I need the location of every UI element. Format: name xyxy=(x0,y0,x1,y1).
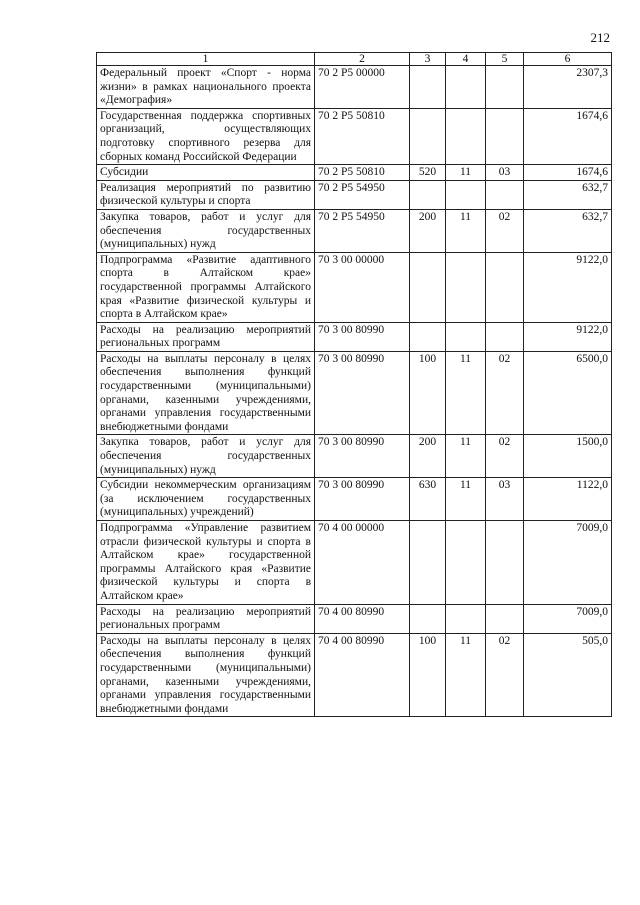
table-row xyxy=(97,633,612,717)
expense-name: Расходы на выплаты персоналу в целях обеспечения выполнения функций государственными (муниципальными) органами, казенными учреждениями, органами управления государственными внебюджетными фондами xyxy=(97,633,315,717)
target-article-code: 70 2 P5 54950 xyxy=(315,209,410,252)
expense-name: Подпрограмма «Развитие адаптивного спорта в Алтайском крае» государственной программы Алтайского края «Развитие физической культуры и спорта в Алтайском крае» xyxy=(97,252,315,322)
amount: 9122,0 xyxy=(524,252,612,322)
expense-type-code xyxy=(410,252,446,322)
table-row xyxy=(97,180,612,209)
expense-type-code: 100 xyxy=(410,633,446,717)
subsection-code: 02 xyxy=(486,209,524,252)
expense-name: Федеральный проект «Спорт - норма жизни» в рамках национального проекта «Демография» xyxy=(97,66,315,109)
column-header-4: 4 xyxy=(446,53,486,66)
amount: 1122,0 xyxy=(524,478,612,521)
target-article-code: 70 2 P5 00000 xyxy=(315,66,410,109)
section-code xyxy=(446,66,486,109)
section-code: 11 xyxy=(446,165,486,181)
target-article-code: 70 2 P5 50810 xyxy=(315,108,410,164)
expense-name: Расходы на реализацию мероприятий региональных программ xyxy=(97,322,315,351)
section-code xyxy=(446,604,486,633)
target-article-code: 70 3 00 80990 xyxy=(315,322,410,351)
target-article-code: 70 4 00 00000 xyxy=(315,521,410,605)
subsection-code xyxy=(486,66,524,109)
expense-name: Расходы на реализацию мероприятий региональных программ xyxy=(97,604,315,633)
budget-table xyxy=(96,52,612,717)
section-code: 11 xyxy=(446,435,486,478)
section-code xyxy=(446,322,486,351)
subsection-code xyxy=(486,108,524,164)
expense-type-code xyxy=(410,108,446,164)
amount: 1674,6 xyxy=(524,165,612,181)
amount: 632,7 xyxy=(524,209,612,252)
section-code: 11 xyxy=(446,633,486,717)
subsection-code xyxy=(486,322,524,351)
expense-type-code xyxy=(410,180,446,209)
expense-type-code: 200 xyxy=(410,435,446,478)
expense-type-code xyxy=(410,322,446,351)
column-header-1: 1 xyxy=(97,53,315,66)
amount: 1500,0 xyxy=(524,435,612,478)
expense-name: Реализация мероприятий по развитию физической культуры и спорта xyxy=(97,180,315,209)
target-article-code: 70 2 P5 54950 xyxy=(315,180,410,209)
amount: 2307,3 xyxy=(524,66,612,109)
subsection-code: 02 xyxy=(486,435,524,478)
expense-type-code: 630 xyxy=(410,478,446,521)
subsection-code xyxy=(486,180,524,209)
subsection-code: 02 xyxy=(486,351,524,435)
section-code: 11 xyxy=(446,351,486,435)
table-row xyxy=(97,165,612,181)
column-header-6: 6 xyxy=(524,53,612,66)
table-row xyxy=(97,351,612,435)
expense-type-code: 520 xyxy=(410,165,446,181)
section-code: 11 xyxy=(446,478,486,521)
amount: 9122,0 xyxy=(524,322,612,351)
table-row xyxy=(97,209,612,252)
target-article-code: 70 4 00 80990 xyxy=(315,633,410,717)
expense-name: Субсидии некоммерческим организациям (за исключением государственных (муниципальных) учреждений) xyxy=(97,478,315,521)
page-number: 212 xyxy=(590,30,610,45)
budget-table-body xyxy=(97,53,612,717)
expense-name: Субсидии xyxy=(97,165,315,181)
expense-name: Закупка товаров, работ и услуг для обеспечения государственных (муниципальных) нужд xyxy=(97,435,315,478)
expense-name: Закупка товаров, работ и услуг для обеспечения государственных (муниципальных) нужд xyxy=(97,209,315,252)
section-code xyxy=(446,252,486,322)
column-header-5: 5 xyxy=(486,53,524,66)
target-article-code: 70 4 00 80990 xyxy=(315,604,410,633)
expense-type-code xyxy=(410,521,446,605)
amount: 505,0 xyxy=(524,633,612,717)
section-code: 11 xyxy=(446,209,486,252)
subsection-code xyxy=(486,521,524,605)
subsection-code xyxy=(486,252,524,322)
table-row xyxy=(97,66,612,109)
column-header-3: 3 xyxy=(410,53,446,66)
target-article-code: 70 3 00 80990 xyxy=(315,351,410,435)
target-article-code: 70 3 00 80990 xyxy=(315,478,410,521)
expense-name: Государственная поддержка спортивных организаций, осуществляющих подготовку спортивного резерва для сборных команд Российской Федерации xyxy=(97,108,315,164)
subsection-code: 02 xyxy=(486,633,524,717)
table-row xyxy=(97,521,612,605)
amount: 7009,0 xyxy=(524,521,612,605)
expense-name: Подпрограмма «Управление развитием отрасли физической культуры и спорта в Алтайском крае» государственной программы Алтайского края «Развитие физической культуры и спорта в Алтайском крае» xyxy=(97,521,315,605)
expense-type-code xyxy=(410,604,446,633)
expense-type-code: 100 xyxy=(410,351,446,435)
amount: 632,7 xyxy=(524,180,612,209)
amount: 7009,0 xyxy=(524,604,612,633)
table-row xyxy=(97,604,612,633)
table-header-row xyxy=(97,53,612,66)
section-code xyxy=(446,180,486,209)
table-row xyxy=(97,322,612,351)
amount: 6500,0 xyxy=(524,351,612,435)
table-row xyxy=(97,108,612,164)
expense-type-code: 200 xyxy=(410,209,446,252)
target-article-code: 70 3 00 80990 xyxy=(315,435,410,478)
target-article-code: 70 2 P5 50810 xyxy=(315,165,410,181)
subsection-code: 03 xyxy=(486,165,524,181)
table-row xyxy=(97,435,612,478)
table-row xyxy=(97,252,612,322)
subsection-code xyxy=(486,604,524,633)
subsection-code: 03 xyxy=(486,478,524,521)
expense-type-code xyxy=(410,66,446,109)
expense-name: Расходы на выплаты персоналу в целях обеспечения выполнения функций государственными (муниципальными) органами, казенными учреждениями, органами управления государственными внебюджетными фондами xyxy=(97,351,315,435)
section-code xyxy=(446,521,486,605)
section-code xyxy=(446,108,486,164)
table-row xyxy=(97,478,612,521)
column-header-2: 2 xyxy=(315,53,410,66)
amount: 1674,6 xyxy=(524,108,612,164)
target-article-code: 70 3 00 00000 xyxy=(315,252,410,322)
